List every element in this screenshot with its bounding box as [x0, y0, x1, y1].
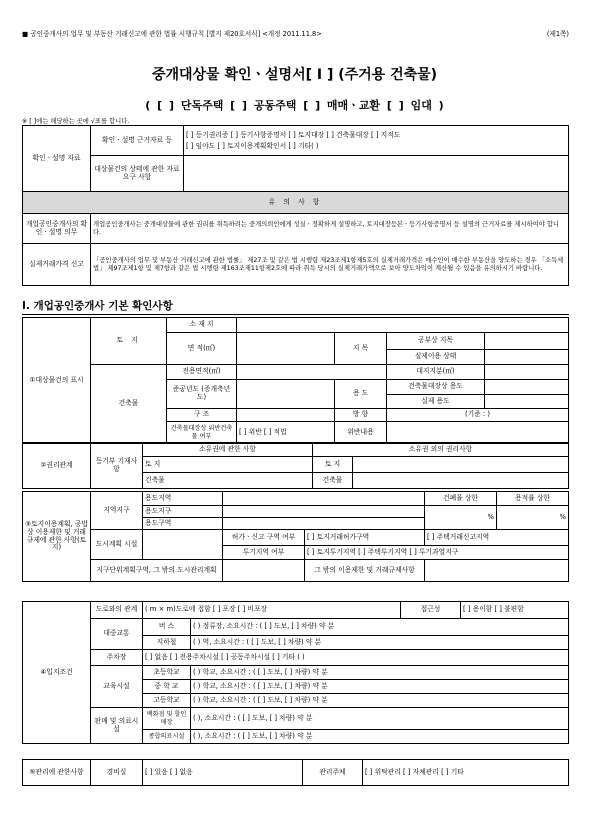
location-conditions-label: ④입지조건 [23, 602, 91, 744]
high-label: 고등학교 [143, 694, 191, 708]
page-indicator: (제1쪽) [546, 30, 569, 38]
location-conditions-table [22, 601, 569, 744]
registry-label: 등기부 기재사항 [91, 443, 143, 489]
violation-detail-field[interactable] [387, 422, 569, 444]
land-share-label: 대지지분(㎡) [387, 365, 485, 380]
use-district-field[interactable] [223, 506, 425, 518]
official-category-field[interactable] [485, 333, 569, 350]
docs-label: 확인ㆍ설명 근거자료 등 [91, 126, 184, 156]
land-plan-table [22, 491, 569, 582]
type-checkboxes[interactable]: ( [ ] 단독주택 [ ] 공동주택 [ ] 매매ㆍ교환 [ ] 임대 ) [145, 99, 444, 112]
use-area-field[interactable] [223, 492, 425, 506]
area-label: 면 적(㎡) [167, 333, 237, 365]
use-area-label: 용도지역 [143, 492, 223, 506]
other-restrict-label: 그 밖의 이용제한 및 거래규제사항 [305, 560, 425, 582]
bcr-label: 건폐율 상한 [425, 492, 497, 506]
duty-label: 개업공인중개사의 확인ㆍ설명 의무 [23, 214, 91, 244]
building-label: 건축물 [91, 365, 167, 444]
rights-label: ②권리관계 [23, 443, 91, 489]
guard-options[interactable]: [ ] 있음 [ ] 없음 [143, 760, 303, 786]
direction-basis[interactable]: (기준 : ) [387, 409, 569, 422]
use-zone-field[interactable] [223, 518, 425, 530]
other-building-field[interactable] [353, 473, 569, 489]
actual-usage-label: 실제 용도 [387, 395, 485, 409]
completion-label: 준공년도 (증개축년도) [167, 380, 237, 409]
ownership-building: 건축물 [143, 473, 313, 489]
use-district-label: 용도지구 [143, 506, 223, 518]
mgmt-options[interactable]: [ ] 위탁관리 [ ] 자체관리 [ ] 기타 [363, 760, 569, 786]
hosp-label: 종합의료시설 [143, 730, 191, 744]
category-label: 지 목 [335, 333, 387, 365]
duty-text: 개업공인중개사는 중개대상물에 관한 권리를 취득하려는 중개의뢰인에게 성실ㆍ정확하게 설명하고, 토지대장등본ㆍ등기사항증명서 등 설명의 근거자료를 제시하여야 합니다. [91, 214, 569, 244]
completion-field[interactable] [237, 380, 335, 409]
state-label: 대상물건의 상태에 관한 자료요구 사항 [91, 156, 184, 192]
mid-field[interactable]: ( ) 학교, 소요시간 : ( [ ] 도보, [ ] 차량) 약 분 [191, 680, 569, 694]
bus-label: 버 스 [143, 619, 191, 636]
access-options[interactable]: [ ] 용이함 [ ] 불편함 [461, 602, 569, 619]
violation-detail-label: 위반내용 [335, 422, 387, 444]
section-divider [22, 314, 569, 315]
actual-use-label: 실제이용 상태 [387, 350, 485, 365]
ownership-header: 소유권에 관한 사항 [143, 443, 313, 457]
guard-label: 경비실 [91, 760, 143, 786]
parking-options[interactable]: [ ] 없음 [ ] 전용주차시설 [ ] 공동주차시설 [ ] 기타 ( ) [143, 650, 569, 666]
road-label: 도로와의 관계 [91, 602, 143, 619]
far-field[interactable]: % [497, 506, 569, 530]
management-label: ⑤관리에 관한사항 [23, 760, 91, 786]
district-plan-field[interactable] [223, 560, 305, 582]
form-header [22, 28, 569, 38]
price-text: 「공인중개사의 업무 및 부동산 거래신고에 관한 법률」 제27조 및 같은 법 시행령 제23조제1항제5호의 실제거래가격은 매수인이 매수한 부동산을 양도하는 경우 「소득세법」 제97조제1항 및 제7항과 같은 법 시행령 제163조제11항제2호에 따라 취득 당시의 실제거래가액으로 보아 양도차익이 계산될 수 있음을 유의하시기 바랍니다. [91, 244, 569, 286]
other-restrict-field[interactable] [425, 560, 569, 582]
hosp-field[interactable]: ( ), 소요시간 : ( [ ] 도보, [ ] 차량) 약 분 [191, 730, 569, 744]
docs-options[interactable] [184, 126, 569, 156]
land-plan-label: ③토지이용계획, 공법상 이용제한 및 거래규제에 관한 사항(토지) [23, 492, 91, 582]
use-zone-label: 용도구역 [143, 518, 223, 530]
docs-line-1[interactable]: [ ] 등기권리증 [ ] 등기사항증명서 [ ] 토지대장 [ ] 건축물대장 [ ] 지적도 [186, 130, 401, 139]
edu-label: 교육시설 [91, 666, 143, 708]
bcr-field[interactable]: % [425, 506, 497, 530]
permit-option-2[interactable]: [ ] 주택거래신고지역 [425, 530, 569, 546]
ledger-use-label: 건축물대장상 용도 [387, 380, 485, 395]
structure-label: 구 조 [167, 409, 237, 422]
notice-header: 유 의 사 항 [23, 192, 569, 214]
far-label: 용적률 상한 [497, 492, 569, 506]
page-title: 중개대상물 확인ㆍ설명서[ I ] (주거용 건축물) [151, 67, 438, 83]
zone-label: 지역지구 [91, 492, 143, 530]
bus-field[interactable]: ( ) 정류장, 소요시간 : ( [ ] 도보, [ ] 차량) 약 분 [191, 619, 569, 636]
official-category-label: 공부상 지목 [387, 333, 485, 350]
management-table [22, 759, 569, 786]
location-label: 소 재 지 [167, 318, 237, 333]
violation-options[interactable]: [ ] 위반 [ ] 적법 [237, 422, 335, 444]
section-1-title: Ⅰ. 개업공인중개사 기본 확인사항 [22, 300, 173, 312]
dept-label: 백화점 및 할인매장 [143, 708, 191, 730]
area-field[interactable] [237, 333, 335, 365]
permit-option[interactable]: [ ] 토지거래허가구역 [305, 530, 425, 546]
land-share-field[interactable] [485, 365, 569, 380]
sales-label: 판매 및 의료시설 [91, 708, 143, 744]
access-label: 접근성 [401, 602, 461, 619]
dept-field[interactable]: ( ), 소요시간 : ( [ ] 도보, [ ] 차량) 약 분 [191, 708, 569, 730]
mid-label: 중 학 교 [143, 680, 191, 694]
rights-table [22, 442, 569, 489]
violation-label: 건축물대장상 위반건축물 여부 [167, 422, 237, 444]
location-field[interactable] [237, 318, 569, 333]
spec-label: 투기지역 여부 [223, 546, 305, 560]
use-label: 용 도 [335, 380, 387, 409]
other-land-field[interactable] [353, 457, 569, 473]
district-plan-label: 지구단위계획구역, 그 밖의 도시관리계획 [91, 560, 223, 582]
urban-plan-field[interactable] [143, 530, 223, 560]
form-reference: ■ 공인중개사의 업무 및 부동산 거래신고에 관한 법률 시행규칙 [별지 제20호서식] <개정 2011.11.8> [22, 30, 322, 38]
check-note: ※ [ ]에는 해당하는 곳에 √표를 합니다. [22, 118, 130, 125]
docs-line-2[interactable]: [ ] 임야도 [ ] 토지이용계획확인서 [ ] 기타( ) [186, 141, 319, 150]
excl-area-field[interactable] [237, 365, 387, 380]
direction-label: 방 향 [335, 409, 387, 422]
mgmt-label: 관리주체 [303, 760, 363, 786]
road-field[interactable]: ( m × m)도로에 접함 [ ] 포장 [ ] 비포장 [143, 602, 401, 619]
other-land-label: 토 지 [313, 457, 353, 473]
structure-field[interactable] [237, 409, 335, 422]
actual-use-field[interactable] [485, 350, 569, 365]
transit-label: 대중교통 [91, 619, 143, 650]
other-rights-header: 소유권 외의 권리사항 [313, 443, 569, 457]
other-building-label: 건축물 [313, 473, 353, 489]
subway-label: 지하철 [143, 636, 191, 650]
permit-label: 허가ㆍ신고 구역 여부 [223, 530, 305, 546]
excl-area-label: 전용면적(㎡) [167, 365, 237, 380]
elem-field[interactable]: ( ) 학교, 소요시간 : ( [ ] 도보, [ ] 차량) 약 분 [191, 666, 569, 680]
ledger-use-field[interactable] [485, 380, 569, 395]
object-label: ①대상물건의 표시 [23, 318, 91, 444]
spec-options[interactable]: [ ] 토지투기지역 [ ] 주택투기지역 [ ] 투기과열지구 [305, 546, 569, 560]
price-label: 실제거래가격 신고 [23, 244, 91, 286]
land-label: 토 지 [91, 318, 167, 365]
high-field[interactable]: ( ) 학교, 소요시간 : ( [ ] 도보, [ ] 차량) 약 분 [191, 694, 569, 708]
confirm-notice-table [22, 125, 569, 286]
object-table [22, 317, 569, 444]
actual-usage-field[interactable] [485, 395, 569, 409]
parking-label: 주차장 [91, 650, 143, 666]
subway-field[interactable]: ( ) 역, 소요시간 : ( [ ] 도보, [ ] 차량) 약 분 [191, 636, 569, 650]
ownership-land: 토 지 [143, 457, 313, 473]
urban-plan-label: 도시계획 시설 [91, 530, 143, 560]
elem-label: 초등학교 [143, 666, 191, 680]
state-field[interactable] [184, 156, 569, 192]
confirm-label: 확인ㆍ설명 자료 [23, 126, 91, 192]
